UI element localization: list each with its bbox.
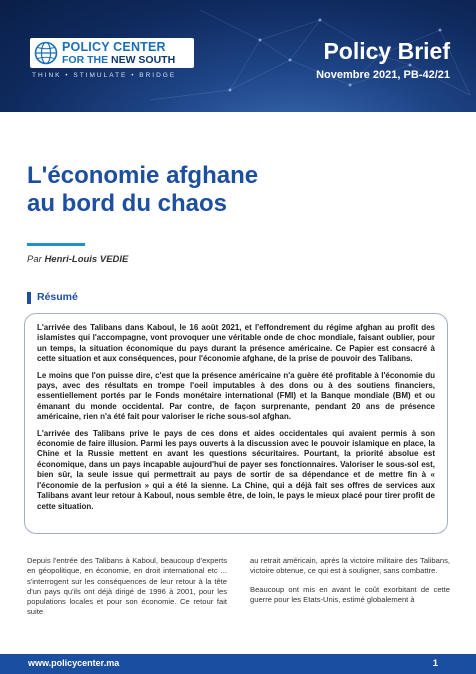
body-column-right <box>250 556 450 634</box>
resume-heading: Résumé <box>37 291 78 303</box>
abstract-paragraph-3: L'arrivée des Talibans prive le pays de ces dons et aides occidentales qui avaient permis à son économie de faire illusion. Parmi les pays ouverts à la discussion avec le pouvoir islamique en place, la Chine et la Russie mettent en avant les questions sécuritaires. Pourtant, la priorité absolue est économique, dans un pays incapable aujourd'hui de payer ses fonctionnaires. Valoriser le sous-sol est, bien sûr, la seule issue qui permettrait au pays de sortir de sa dépendance et de mettre fin à « l'économie de la perfusion » qui a été la sienne. La Chine, qui a déjà fait ses offres de services aux Talibans avant leur retour à Kaboul, nous semble être, de loin, le pays le mieux placé pour tirer profit de cette situation. <box>37 428 435 511</box>
author-byline <box>27 254 128 265</box>
logo-text-new-south: NEW SOUTH <box>111 54 176 66</box>
page-title <box>27 162 427 218</box>
logo-text-line1: POLICY CENTER <box>62 40 166 54</box>
abstract-paragraph-1: L'arrivée des Talibans dans Kaboul, le 16 août 2021, et l'effondrement du régime afghan au profit des islamistes qui l'accompagne, vont provoquer une véritable onde de choc mondiale, faisant oublier, pour un temps, la situation économique du pays durant la présence américaine. Ce Papier est consacré à cette situation et aux conséquences, pour l'économie afghane, de la prise de pouvoir des Talibans. <box>37 323 435 364</box>
body-paragraph: Beaucoup ont mis en avant le coût exorbitant de cette guerre pour les Etats-Unis, estimé globalement à <box>250 584 450 604</box>
globe-logo-icon <box>34 41 58 65</box>
logo-text-for-the: FOR THE <box>62 54 109 66</box>
logo-tagline: THINK • STIMULATE • BRIDGE <box>32 72 177 79</box>
title-underline <box>27 243 85 246</box>
body-column-left <box>27 556 227 621</box>
abstract-paragraph-2: Le moins que l'on puisse dire, c'est que la présence américaine n'a guère été profitable à l'économie du pays, avec des résultats en trompe l'oeil imputables à des dons ou à des soutiens financiers, essentiellement portés par le Fonds monétaire international (FMI) et la Banque mondiale (BM) et ou émanant du monde occidental. Par contre, de façon surprenante, pendant 20 ans de présence américaine, rien n'a été fait pour valoriser le riche sous-sol afghan. <box>37 370 435 422</box>
abstract-box <box>24 313 448 534</box>
footer-website-link[interactable]: www.policycenter.ma <box>28 658 120 668</box>
doc-date-reference: Novembre 2021, PB-42/21 <box>316 69 450 81</box>
page-title-line1: L'économie afghane <box>27 162 259 189</box>
logo-text-line2 <box>62 54 175 66</box>
author-name: Henri-Louis VEDIE <box>44 254 129 265</box>
body-paragraph: au retrait américain, après la victoire militaire des Talibans, victoire obtenue, ce qui est à souligner, sans combattre. <box>250 556 450 576</box>
author-prefix: Par <box>27 254 42 265</box>
header-banner <box>0 0 476 112</box>
page-number: 1 <box>432 658 438 669</box>
section-marker <box>27 292 31 304</box>
doc-type-title: Policy Brief <box>323 38 450 64</box>
page-title-line2: au bord du chaos <box>27 190 228 217</box>
body-paragraph: Depuis l'entrée des Talibans à Kaboul, beaucoup d'experts en géopolitique, en économie, en droit international etc ... s'interrogent sur les conséquences de leur retour à la tête d'un pays qu'ils ont déjà dirigé de 1996 à 2001, pour les populations locales et pour son économie. Ce retour fait suite <box>27 556 227 617</box>
